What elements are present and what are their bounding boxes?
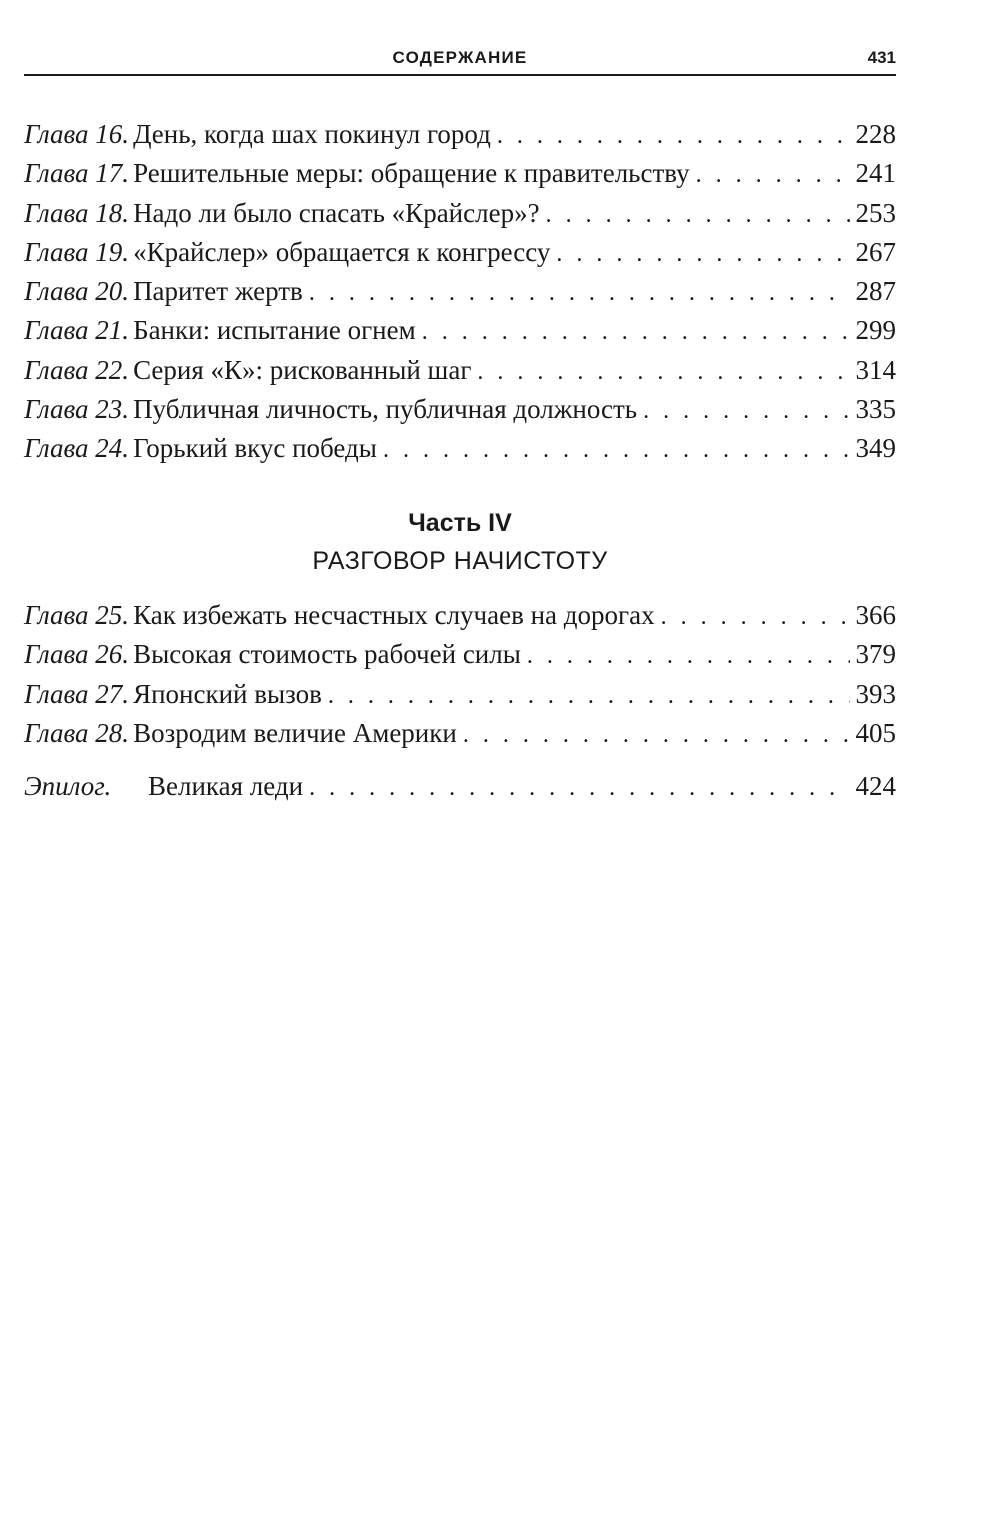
chapter-page: 299 [855, 315, 896, 346]
toc-entry-19 [24, 233, 896, 272]
chapter-label: Глава 25. [24, 600, 130, 630]
toc-entry-23 [24, 390, 896, 429]
toc-entry-21 [24, 311, 896, 350]
leader-dots [527, 637, 850, 676]
leader-dots [696, 156, 850, 195]
chapter-title: Паритет жертв [133, 276, 303, 307]
chapter-title: День, когда шах покинул город [133, 119, 491, 149]
chapter-label: Глава 17. [24, 158, 130, 189]
chapter-label: Глава 18. [24, 197, 130, 228]
toc-entry-22 [24, 351, 896, 390]
chapter-page: 287 [855, 276, 896, 307]
running-header [24, 44, 896, 76]
toc-entry-27 [24, 675, 896, 714]
leader-dots [497, 117, 850, 156]
leader-dots [383, 431, 850, 470]
leader-dots [422, 313, 850, 352]
leader-dots [661, 598, 850, 637]
chapter-label: Глава 23. [24, 394, 130, 425]
chapter-label: Глава 28. [24, 717, 130, 748]
leader-dots [556, 235, 849, 274]
chapter-title: Публичная личность, публичная должность [133, 394, 638, 425]
chapter-page: 253 [855, 197, 896, 228]
chapter-label: Глава 20. [24, 276, 130, 307]
chapter-label: Глава 21. [24, 315, 130, 346]
toc-entry-20 [24, 272, 896, 311]
epilogue-label: Эпилог. [24, 771, 112, 801]
chapter-label: Глава 16. [24, 119, 130, 149]
epilogue-page: 424 [855, 771, 896, 801]
chapter-title: Надо ли было спасать «Крайслер»? [133, 197, 540, 228]
chapter-label: Глава 26. [24, 639, 130, 670]
chapter-title: Японский вызов [133, 678, 322, 709]
toc-entry-epilogue [24, 767, 896, 806]
chapter-title: Банки: испытание огнем [133, 315, 416, 346]
toc-list-part3 [24, 115, 896, 469]
part-title: РАЗГОВОР НАЧИСТОТУ [312, 547, 608, 575]
chapter-page: 393 [855, 678, 896, 709]
chapter-title: Высокая стоимость рабочей силы [133, 639, 521, 670]
chapter-label: Глава 27. [24, 678, 130, 709]
chapter-title: Серия «К»: рискованный шаг [133, 354, 472, 385]
toc-entry-24 [24, 429, 896, 468]
chapter-label: Глава 24. [24, 433, 130, 464]
chapter-title: Как избежать несчастных случаев на дорогах [133, 600, 655, 630]
chapter-page: 405 [855, 717, 896, 748]
toc-page [24, 0, 896, 1516]
toc-list-part4 [24, 596, 896, 753]
page-number: 431 [867, 48, 896, 67]
leader-dots [309, 769, 849, 808]
leader-dots [477, 353, 849, 392]
chapter-title: Горький вкус победы [133, 433, 377, 464]
epilogue-title: Великая леди [148, 771, 304, 801]
chapter-page: 335 [855, 394, 896, 425]
chapter-label: Глава 19. [24, 236, 130, 267]
leader-dots [328, 677, 850, 716]
toc-entry-28 [24, 714, 896, 753]
toc-entry-17 [24, 154, 896, 193]
chapter-title: «Крайслер» обращается к конгрессу [133, 236, 551, 267]
chapter-label: Глава 22. [24, 354, 130, 385]
chapter-page: 366 [855, 600, 896, 630]
part-heading [24, 505, 896, 581]
chapter-title: Решительные меры: обращение к правительству [133, 158, 690, 189]
chapter-page: 349 [855, 433, 896, 464]
leader-dots [463, 716, 850, 755]
chapter-page: 241 [855, 158, 896, 189]
chapter-page: 267 [855, 236, 896, 267]
toc-list-epilogue [24, 767, 896, 806]
leader-dots [643, 392, 849, 431]
toc-entry-25 [24, 596, 896, 635]
leader-dots [546, 196, 850, 235]
toc-entry-26 [24, 635, 896, 674]
leader-dots [309, 274, 850, 313]
chapter-page: 314 [855, 354, 896, 385]
running-header-title: СОДЕРЖАНИЕ [392, 48, 528, 67]
part-number: Часть IV [408, 509, 512, 537]
chapter-page: 228 [855, 119, 896, 149]
toc-entry-16 [24, 115, 896, 154]
chapter-title: Возродим величие Америки [133, 717, 457, 748]
chapter-page: 379 [855, 639, 896, 670]
toc-entry-18 [24, 194, 896, 233]
